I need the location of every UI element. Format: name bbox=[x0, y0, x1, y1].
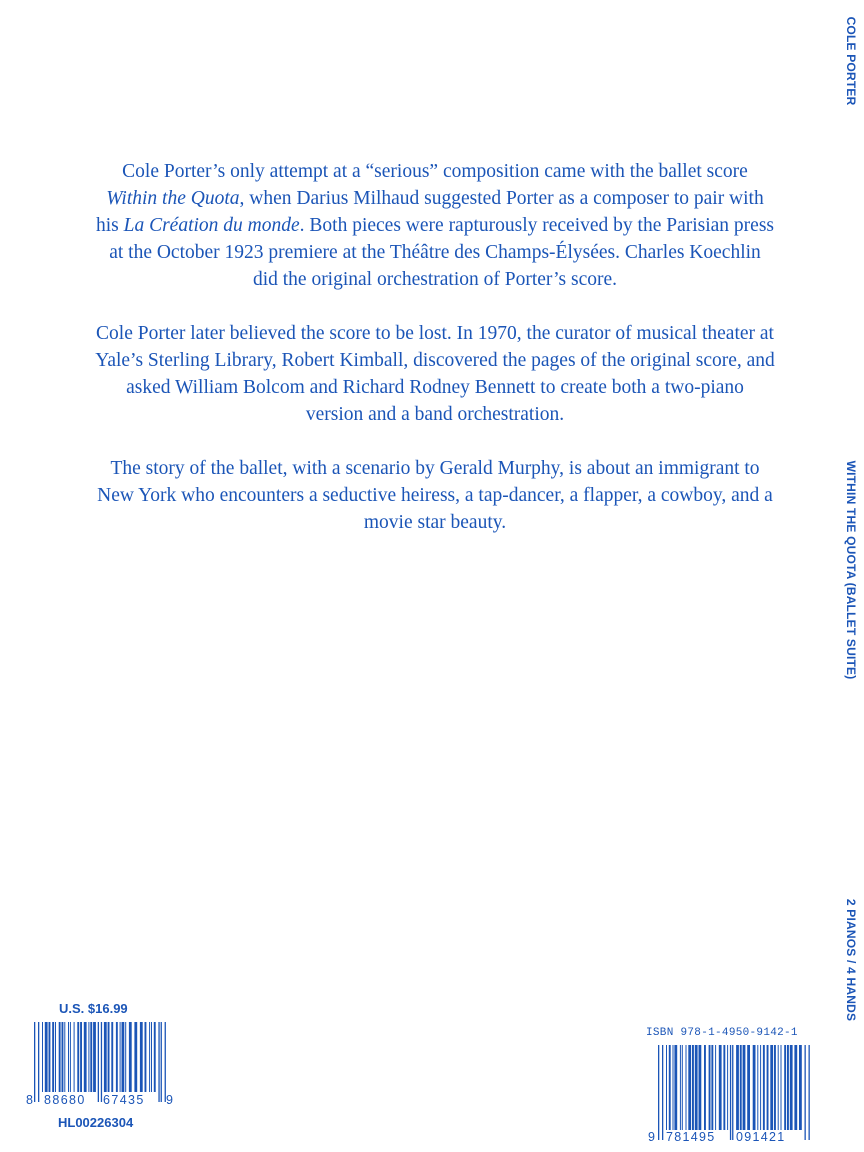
barcode-bar bbox=[730, 1045, 731, 1140]
upc-barcode bbox=[34, 1022, 166, 1102]
barcode-bar bbox=[140, 1022, 143, 1092]
barcode-bar bbox=[93, 1022, 96, 1092]
barcode-bar bbox=[161, 1022, 162, 1102]
upc-lead-digit: 8 bbox=[26, 1093, 33, 1107]
barcode-bar bbox=[673, 1045, 674, 1130]
barcode-bar bbox=[52, 1022, 54, 1092]
barcode-bar bbox=[680, 1045, 681, 1130]
barcode-bar bbox=[727, 1045, 728, 1130]
spine-format: 2 PIANOS / 4 HANDS bbox=[844, 898, 858, 1022]
barcode-bar bbox=[129, 1022, 132, 1092]
barcode-bar bbox=[682, 1045, 683, 1130]
barcode-bar bbox=[692, 1045, 694, 1130]
barcode-bar bbox=[158, 1022, 159, 1102]
barcode-bar bbox=[695, 1045, 698, 1130]
item-number: HL00226304 bbox=[58, 1115, 134, 1130]
barcode-bar bbox=[784, 1045, 786, 1130]
barcode-bar bbox=[120, 1022, 121, 1092]
isbn-barcode bbox=[658, 1045, 810, 1140]
barcode-bar bbox=[805, 1045, 806, 1140]
description-paragraph-2: Cole Porter later believed the score to be lost. In 1970, the curator of musical theater at Yale’s Sterling Library, Robert Kimball, discovered the pages of the original score, and asked William Bolcom and Richard Rodney Bennett to create both a two-piano version and a band orchestration. bbox=[95, 323, 775, 425]
barcode-bar bbox=[743, 1045, 746, 1130]
barcode-bar bbox=[116, 1022, 118, 1092]
barcode-bar bbox=[732, 1045, 733, 1140]
barcode-bar bbox=[64, 1022, 65, 1092]
barcode-bar bbox=[98, 1022, 99, 1102]
barcode-bar bbox=[666, 1045, 667, 1130]
isbn-right-digits: 091421 bbox=[736, 1130, 786, 1144]
description-paragraph-1: Cole Porter’s only attempt at a “serious” composition came with the ballet score Within the Quota, when Darius Milhaud suggested Porter as a composer to pair with his La Création du monde. Both pieces were rapturously received by the Parisian press at the October 1923 premiere at the Théâtre des Champs-Élysées. Charles Koechlin did the original orchestration of Porter’s score. bbox=[95, 161, 775, 290]
spine-author: COLE PORTER bbox=[844, 16, 858, 106]
barcode-bar bbox=[723, 1045, 725, 1130]
barcode-bar bbox=[90, 1022, 92, 1092]
barcode-bar bbox=[674, 1045, 677, 1130]
barcode-bar bbox=[753, 1045, 756, 1130]
barcode-bar bbox=[74, 1022, 75, 1092]
barcode-bar bbox=[149, 1022, 150, 1092]
barcode-bar bbox=[787, 1045, 789, 1130]
isbn-lead-digit: 9 bbox=[648, 1130, 655, 1144]
upc-left-digits: 88680 bbox=[44, 1093, 86, 1107]
spine-title: WITHIN THE QUOTA (BALLET SUITE) bbox=[844, 460, 858, 680]
barcode-bar bbox=[719, 1045, 722, 1130]
barcode-bar bbox=[736, 1045, 739, 1130]
barcode-bar bbox=[55, 1022, 56, 1092]
barcode-bar bbox=[770, 1045, 773, 1130]
barcode-bar bbox=[778, 1045, 779, 1130]
barcode-bar bbox=[767, 1045, 769, 1130]
barcode-bar bbox=[711, 1045, 713, 1130]
description-paragraph-3: The story of the ballet, with a scenario by Gerald Murphy, is about an immigrant to New York who encounters a seductive heiress, a tap-dancer, a flapper, a cowboy, and a movie star beauty. bbox=[97, 458, 773, 533]
barcode-bar bbox=[80, 1022, 82, 1092]
barcode-bar bbox=[662, 1045, 663, 1140]
barcode-bar bbox=[165, 1022, 166, 1102]
isbn-left-digits: 781495 bbox=[666, 1130, 716, 1144]
barcode-bar bbox=[104, 1022, 107, 1092]
barcode-bar bbox=[699, 1045, 702, 1130]
barcode-bar bbox=[70, 1022, 71, 1092]
barcode-bar bbox=[704, 1045, 706, 1130]
barcode-bar bbox=[669, 1045, 671, 1130]
barcode-bar bbox=[59, 1022, 61, 1092]
barcode-bar bbox=[709, 1045, 711, 1130]
barcode-bar bbox=[740, 1045, 742, 1130]
barcode-bar bbox=[108, 1022, 110, 1092]
barcode-bar bbox=[88, 1022, 89, 1092]
description bbox=[95, 158, 775, 563]
barcode-bar bbox=[111, 1022, 113, 1092]
barcode-bar bbox=[757, 1045, 758, 1130]
barcode-bar bbox=[101, 1022, 102, 1102]
barcode-bar bbox=[774, 1045, 776, 1130]
barcode-bar bbox=[686, 1045, 687, 1130]
barcode-bar bbox=[68, 1022, 69, 1092]
barcode-bar bbox=[122, 1022, 125, 1092]
barcode-bar bbox=[45, 1022, 48, 1092]
upc-right-digits: 67435 bbox=[103, 1093, 145, 1107]
barcode-bar bbox=[145, 1022, 147, 1092]
barcode-bar bbox=[154, 1022, 156, 1092]
barcode-bar bbox=[763, 1045, 765, 1130]
barcode-bar bbox=[38, 1022, 39, 1102]
barcode-bar bbox=[151, 1022, 152, 1092]
barcode-bar bbox=[781, 1045, 782, 1130]
barcode-bar bbox=[84, 1022, 87, 1092]
barcode-bar bbox=[658, 1045, 659, 1140]
barcode-bar bbox=[134, 1022, 137, 1092]
isbn-label: ISBN 978-1-4950-9142-1 bbox=[646, 1027, 798, 1039]
upc-check-digit: 9 bbox=[166, 1093, 173, 1107]
barcode-bar bbox=[688, 1045, 691, 1130]
ballet-title: Within the Quota bbox=[106, 188, 240, 209]
barcode-bar bbox=[790, 1045, 793, 1130]
price-label: U.S. $16.99 bbox=[59, 1001, 128, 1016]
barcode-bar bbox=[77, 1022, 79, 1092]
milhaud-work-title: La Création du monde bbox=[123, 215, 300, 236]
barcode-bar bbox=[34, 1022, 35, 1102]
barcode-bar bbox=[62, 1022, 64, 1092]
barcode-bar bbox=[809, 1045, 810, 1140]
barcode-bar bbox=[747, 1045, 750, 1130]
barcode-bar bbox=[760, 1045, 761, 1130]
barcode-bar bbox=[715, 1045, 716, 1130]
barcode-bar bbox=[49, 1022, 51, 1092]
barcode-bar bbox=[799, 1045, 802, 1130]
barcode-bar bbox=[794, 1045, 797, 1130]
barcode-bar bbox=[125, 1022, 126, 1092]
barcode-bar bbox=[42, 1022, 43, 1092]
